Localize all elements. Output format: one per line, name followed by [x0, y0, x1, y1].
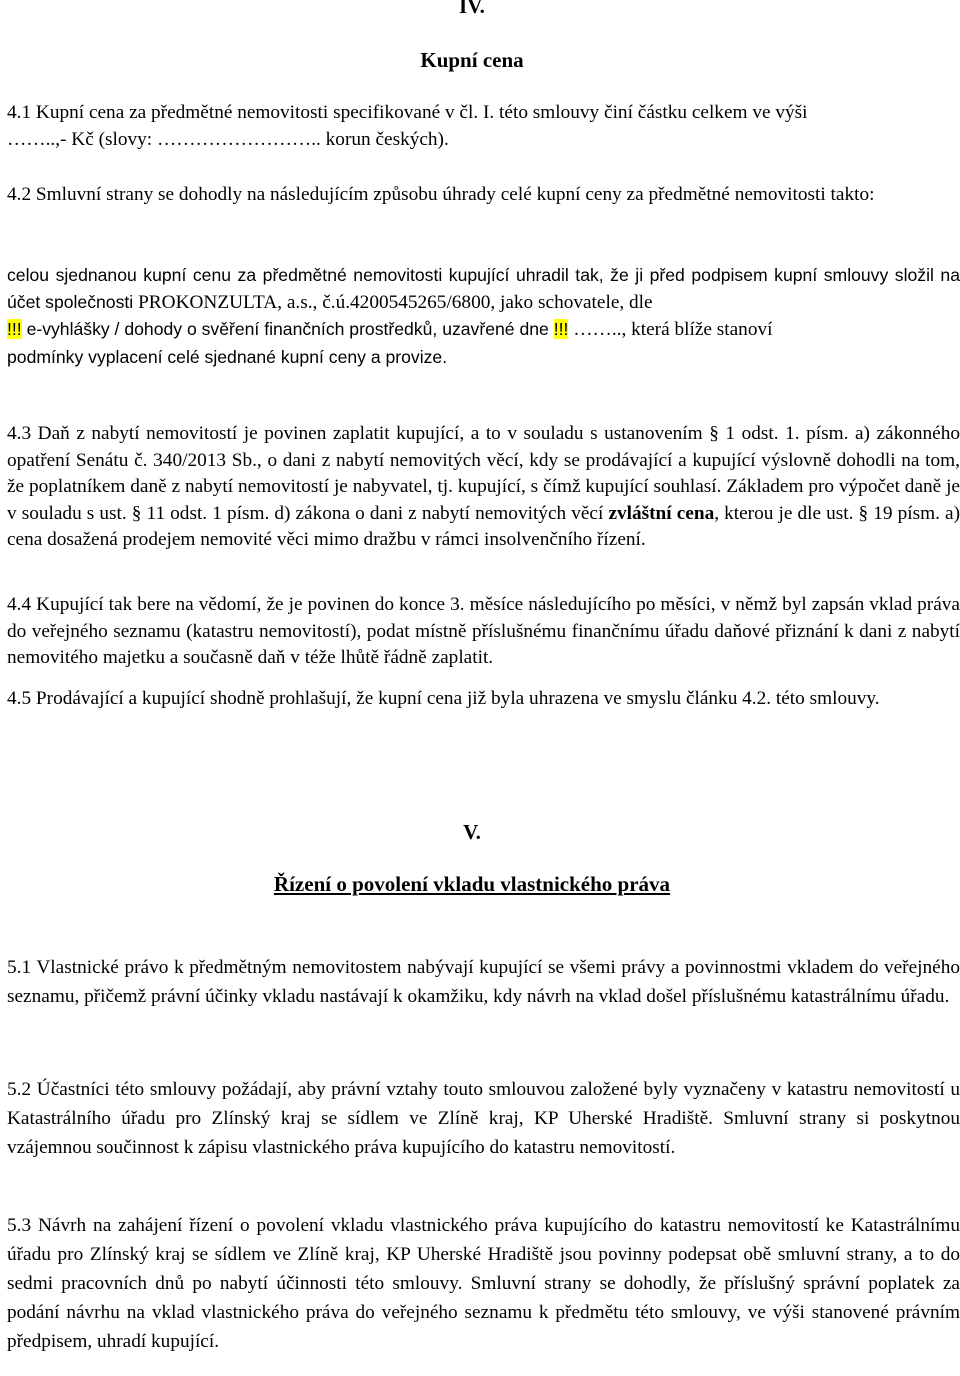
paragraph-4-2-part4: podmínky vyplacení celé sjednané kupní ceny a provize. — [7, 346, 448, 367]
paragraph-4-5: 4.5 Prodávající a kupující shodně prohlašují, že kupní cena již byla uhrazena ve smyslu článku 4.2. této smlouvy. — [7, 688, 880, 709]
highlight-marks-1: !!! — [7, 319, 22, 340]
paragraph-5-1: 5.1 Vlastnické právo k předmětným nemovitostem nabývají kupující se všemi právy a povinnostmi vkladem do veřejného seznamu, přičemž právní účinky vkladu nastávají k okamžiku, kdy návrh na vklad došel příslušnému katastrálnímu úřadu. — [7, 957, 960, 1007]
paragraph-4-2-body — [7, 262, 960, 370]
paragraph-4-2-part2: e-vyhlášky / dohody o svěření finančních prostředků, uzavřené dne — [26, 319, 549, 340]
paragraph-4-1-line1: 4.1 Kupní cena za předmětné nemovitosti specifikované v čl. I. této smlouvy činí částku celkem ve výši — [7, 102, 808, 123]
highlight-marks-2: !!! — [553, 319, 569, 340]
section-v-title: Řízení o povolení vkladu vlastnického práva — [273, 872, 671, 896]
paragraph-4-3-text2: , kterou je dle ust. § 19 písm. a) cena dosažená prodejem nemovité věci mimo dražbu v rámci insolvenčního řízení. — [7, 502, 960, 551]
paragraph-4-3-bold: zvláštní cena — [608, 502, 715, 524]
paragraph-4-2-part3: …….., která blíže stanoví — [573, 319, 773, 341]
paragraph-4-4: 4.4 Kupující tak bere na vědomí, že je povinen do konce 3. měsíce následujícího po měsíci, v němž byl zapsán vklad práva do veřejného seznamu (katastru nemovitostí), podat místně příslušnému finančnímu úřadu daňové přiznání k dani z nabytí nemovitého majetku a současně daň v téže lhůtě řádně zaplatit. — [7, 594, 960, 669]
paragraph-5-2: 5.2 Účastníci této smlouvy požádají, aby právní vztahy touto smlouvou založené byly vyznačeny v katastru nemovitostí u Katastrálního úřadu pro Zlínský kraj se sídlem ve Zlíně kraj, KP Uherské Hradiště. Smluvní strany si poskytnou vzájemnou součinnost k zápisu vlastnického práva kupujícího do katastru nemovitostí. — [7, 1079, 960, 1158]
paragraph-4-3-text1: 4.3 Daň z nabytí nemovitostí je povinen zaplatit kupující, a to v souladu s ustanovením § 1 odst. 1. písm. a) zákonného opatření Senátu č. 340/2013 Sb., o dani z nabytí nemovitých věcí, kdy se prodávající a kupující výslovně dohodli na tom, že poplatníkem daně z nabytí nemovitostí je nabyvatel, tj. kupující, s čímž kupující souhlasí. Základem pro výpočet daně je v souladu s ust. § 11 odst. 1 písm. d) zákona o dani z nabytí nemovitých věcí — [7, 423, 960, 524]
section-iv-title: Kupní cena — [420, 48, 524, 72]
paragraph-4-1 — [7, 100, 960, 153]
section-iv-number: IV. — [459, 0, 485, 18]
company-account: PROKONZULTA, a.s., č.ú.4200545265/6800, jako schovatele, dle — [138, 291, 653, 313]
paragraph-4-3 — [7, 421, 960, 554]
paragraph-4-2-intro: 4.2 Smluvní strany se dohodly na následujícím způsobu úhrady celé kupní ceny za předmětné nemovitosti takto: — [7, 184, 875, 205]
paragraph-4-1-line2: ……..,- Kč (slovy: …………………….. korun českých). — [7, 128, 449, 150]
paragraph-4-2-part1: celou sjednanou kupní cenu za předmětné nemovitosti kupující uhradil tak, že ji před podpisem kupní smlouvy složil na účet společnosti — [7, 265, 960, 312]
paragraph-5-3: 5.3 Návrh na zahájení řízení o povolení vkladu vlastnického práva kupujícího do katastru nemovitostí ke Katastrálnímu úřadu pro Zlínský kraj se sídlem ve Zlíně kraj, KP Uherské Hradiště jsou povinny podepsat obě smluvní strany, a to do sedmi pracovních dnů po nabytí účinnosti této smlouvy. Smluvní strany se dohodly, že příslušný správní poplatek za podání návrhu na vklad vlastnického práva do veřejného seznamu k předmětu této smlouvy, ve výši stanovené právním předpisem, uhradí kupující. — [7, 1215, 960, 1352]
section-v-number: V. — [463, 820, 481, 844]
